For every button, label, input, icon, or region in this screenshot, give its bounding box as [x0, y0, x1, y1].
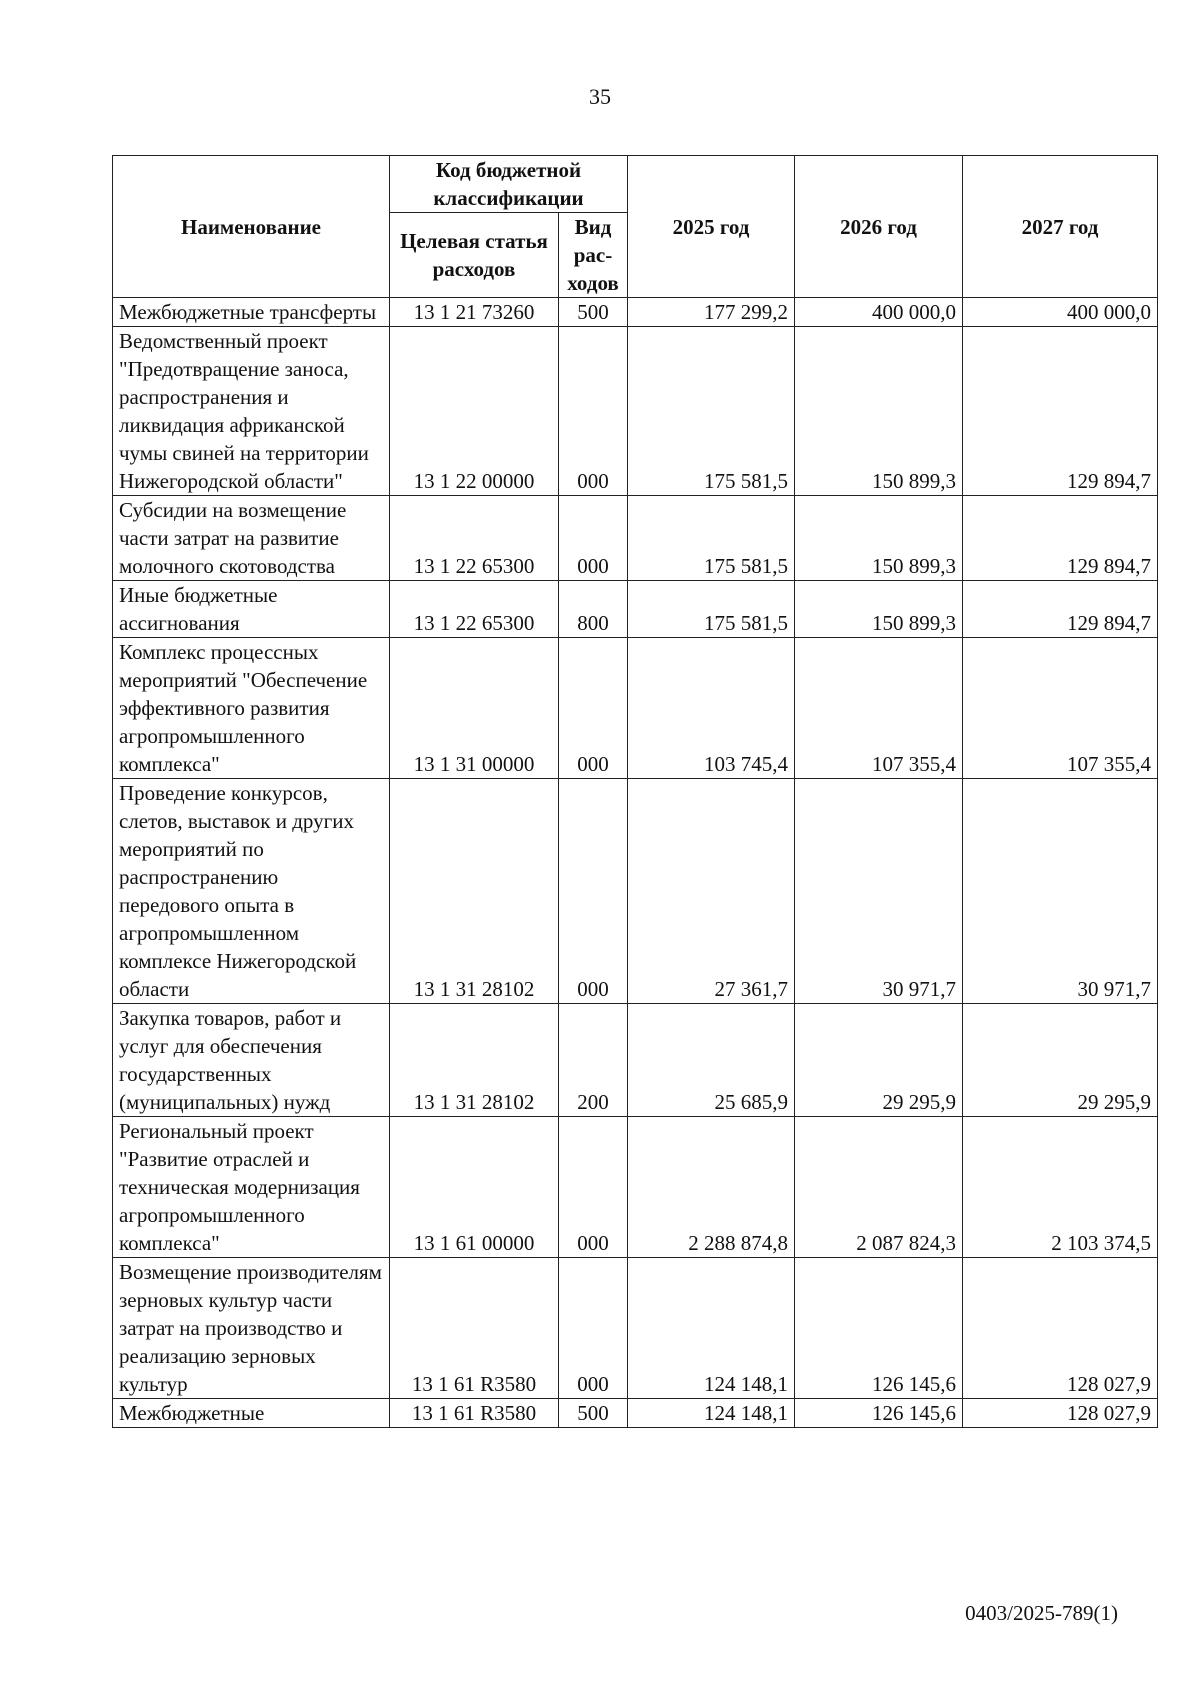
table-row — [113, 779, 1158, 1004]
row-target-article: 13 1 21 73260 — [390, 298, 559, 327]
header-2027: 2027 год — [963, 156, 1158, 298]
row-value-2027: 30 971,7 — [963, 779, 1158, 1004]
table-row — [113, 298, 1158, 327]
row-target-article: 13 1 31 28102 — [390, 1004, 559, 1117]
row-expense-kind: 000 — [559, 327, 628, 496]
row-target-article: 13 1 61 R3580 — [390, 1399, 559, 1428]
row-value-2026: 150 899,3 — [795, 496, 963, 581]
table-header — [113, 156, 1158, 298]
row-value-2026: 126 145,6 — [795, 1258, 963, 1399]
header-expense-kind: Вид рас-ходов — [559, 213, 628, 298]
header-2026: 2026 год — [795, 156, 963, 298]
table-body — [113, 298, 1158, 1428]
row-name: Региональный проект "Развитие отраслей и техническая модернизация агропромышленного комплекса" — [113, 1117, 390, 1258]
row-value-2027: 107 355,4 — [963, 638, 1158, 779]
header-code-group: Код бюджетной классификации — [390, 156, 628, 213]
row-expense-kind: 000 — [559, 1258, 628, 1399]
row-name: Проведение конкурсов, слетов, выставок и других мероприятий по распространению передового опыта в агропромышленном комплексе Нижегородской области — [113, 779, 390, 1004]
row-expense-kind: 200 — [559, 1004, 628, 1117]
row-name: Межбюджетные — [113, 1399, 390, 1428]
row-value-2027: 29 295,9 — [963, 1004, 1158, 1117]
table-row — [113, 1399, 1158, 1428]
row-name: Закупка товаров, работ и услуг для обеспечения государственных (муниципальных) нужд — [113, 1004, 390, 1117]
header-name: Наименование — [113, 156, 390, 298]
row-expense-kind: 000 — [559, 496, 628, 581]
header-2025: 2025 год — [628, 156, 795, 298]
row-target-article: 13 1 31 28102 — [390, 779, 559, 1004]
row-target-article: 13 1 61 00000 — [390, 1117, 559, 1258]
row-expense-kind: 000 — [559, 638, 628, 779]
row-target-article: 13 1 22 65300 — [390, 581, 559, 638]
row-expense-kind: 000 — [559, 1117, 628, 1258]
row-value-2025: 175 581,5 — [628, 327, 795, 496]
table-row — [113, 1258, 1158, 1399]
row-target-article: 13 1 22 00000 — [390, 327, 559, 496]
row-value-2026: 2 087 824,3 — [795, 1117, 963, 1258]
table-row — [113, 327, 1158, 496]
row-name: Иные бюджетные ассигнования — [113, 581, 390, 638]
row-name: Комплекс процессных мероприятий "Обеспечение эффективного развития агропромышленного комплекса" — [113, 638, 390, 779]
budget-table — [112, 155, 1158, 1428]
row-value-2027: 129 894,7 — [963, 327, 1158, 496]
row-value-2026: 150 899,3 — [795, 581, 963, 638]
row-value-2026: 126 145,6 — [795, 1399, 963, 1428]
row-target-article: 13 1 22 65300 — [390, 496, 559, 581]
row-value-2025: 25 685,9 — [628, 1004, 795, 1117]
row-value-2025: 2 288 874,8 — [628, 1117, 795, 1258]
row-value-2027: 128 027,9 — [963, 1258, 1158, 1399]
row-expense-kind: 500 — [559, 1399, 628, 1428]
row-value-2025: 27 361,7 — [628, 779, 795, 1004]
row-value-2025: 177 299,2 — [628, 298, 795, 327]
row-target-article: 13 1 31 00000 — [390, 638, 559, 779]
row-value-2026: 150 899,3 — [795, 327, 963, 496]
row-expense-kind: 000 — [559, 779, 628, 1004]
header-target-article: Целевая статья расходов — [390, 213, 559, 298]
row-expense-kind: 800 — [559, 581, 628, 638]
row-name: Возмещение производителям зерновых культур части затрат на производство и реализацию зерновых культур — [113, 1258, 390, 1399]
row-target-article: 13 1 61 R3580 — [390, 1258, 559, 1399]
row-value-2027: 128 027,9 — [963, 1399, 1158, 1428]
row-value-2025: 175 581,5 — [628, 496, 795, 581]
page-number: 35 — [589, 84, 611, 109]
row-value-2027: 129 894,7 — [963, 581, 1158, 638]
row-value-2026: 107 355,4 — [795, 638, 963, 779]
row-value-2025: 103 745,4 — [628, 638, 795, 779]
row-value-2025: 124 148,1 — [628, 1399, 795, 1428]
table-row — [113, 581, 1158, 638]
row-value-2027: 400 000,0 — [963, 298, 1158, 327]
table-row — [113, 1004, 1158, 1117]
row-name: Субсидии на возмещение части затрат на развитие молочного скотоводства — [113, 496, 390, 581]
row-value-2027: 2 103 374,5 — [963, 1117, 1158, 1258]
table-row — [113, 1117, 1158, 1258]
document-id: 0403/2025-789(1) — [965, 1601, 1118, 1625]
row-value-2025: 175 581,5 — [628, 581, 795, 638]
table-row — [113, 638, 1158, 779]
table-row — [113, 496, 1158, 581]
row-value-2027: 129 894,7 — [963, 496, 1158, 581]
row-value-2026: 30 971,7 — [795, 779, 963, 1004]
row-value-2025: 124 148,1 — [628, 1258, 795, 1399]
row-value-2026: 29 295,9 — [795, 1004, 963, 1117]
row-value-2026: 400 000,0 — [795, 298, 963, 327]
row-expense-kind: 500 — [559, 298, 628, 327]
row-name: Межбюджетные трансферты — [113, 298, 390, 327]
row-name: Ведомственный проект "Предотвращение заноса, распространения и ликвидация африканской чумы свиней на территории Нижегородской области" — [113, 327, 390, 496]
